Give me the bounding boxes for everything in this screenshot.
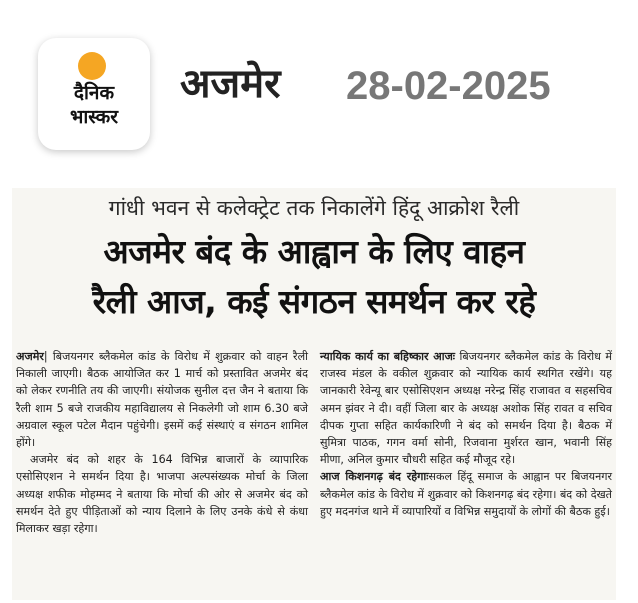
header bbox=[0, 0, 638, 180]
paragraph-text: बिजयनगर ब्लैकमेल कांड के विरोध में राजस्व मंडल के वकील शुक्रवार को न्यायिक कार्य स्थगित रखेंगे। यह जानकारी रेवेन्यू बार एसोसिएशन अध्यक्ष नरेन्द्र सिंह राजावत व सहसचिव अमन झंवर ने दी। वहीं जिला बार के अध्यक्ष अशोक सिंह रावत व सचिव दीपक गुप्ता सहित कार्यकारिणी ने बंद को समर्थन दिया है। बैठक में सुमित्रा पाठक, गगन वर्मा सोनी, रिजवाना मुर्शरत खान, भवानी सिंह मीणा, अनिल कुमार चौधरी सहित कई मौजूद रहे। bbox=[320, 350, 612, 467]
sun-icon bbox=[78, 52, 106, 80]
paragraph-text: सकल हिंदू समाज के आह्वान पर बिजयनगर ब्लैकमेल कांड के विरोध में शुक्रवार को किशनगढ़ बंद रहेगा। बंद को देखते हुए मदनगंज थाने में व्यापारियों व विभिन्न समुदायों के लोगों की बैठक हुई। bbox=[320, 470, 613, 518]
paragraph bbox=[320, 468, 612, 520]
headline-line-1: अजमेर बंद के आह्वान के लिए वाहन bbox=[103, 232, 525, 271]
news-clipping bbox=[12, 188, 616, 600]
paragraph-text: | बिजयनगर ब्लैकमेल कांड के विरोध में शुक्रवार को वाहन रैली निकाली जाएगी। बैठक आयोजित कर 1 मार्च को प्रस्तावित अजमेर बंद को लेकर रणनीति तय की जाएगी। संयोजक सुनील दत्त जैन ने बताया कि रैली शाम 5 बजे राजकीय महाविद्यालय से निकलेगी जो शाम 6.30 बजे अग्रवाल स्कूल पटेल मैदान पहुंचेगी। इसमें कई संस्थाएं व संगठन शामिल होंगे। bbox=[16, 350, 308, 450]
paragraph: अजमेर बंद को शहर के 164 विभिन्न बाजारों के व्यापारिक एसोसिएशन ने समर्थन दिया है। भाजपा अल्पसंख्यक मोर्चा के जिला अध्यक्ष शफीक मोहम्मद ने बताया कि मोर्चा की ओर से अजमेर बंद को समर्थन देते हुए पीड़िताओं को न्याय दिलाने के लिए उनके कंधे से कंधा मिलाकर खड़ा रहेगा। bbox=[16, 453, 308, 536]
dateline: अजमेर bbox=[16, 350, 44, 363]
logo-text-dainik: दैनिक bbox=[73, 82, 115, 104]
edition-date: 28-02-2025 bbox=[346, 64, 551, 108]
subhead-lead: न्यायिक कार्य का बहिष्कार आजः bbox=[320, 350, 456, 363]
logo-text-bhaskar: भास्कर bbox=[69, 106, 119, 128]
article-column-right bbox=[320, 348, 612, 520]
city-name: अजमेर bbox=[180, 61, 281, 107]
kicker-headline: गांधी भवन से कलेक्ट्रेट तक निकालेंगे हिंदू आक्रोश रैली bbox=[108, 196, 520, 220]
dainik-bhaskar-logo bbox=[38, 38, 150, 150]
article-column-left bbox=[16, 348, 308, 537]
paragraph bbox=[320, 348, 612, 468]
subhead-lead: आज किशनगढ़ बंद रहेगाः bbox=[320, 470, 429, 484]
paragraph bbox=[16, 348, 308, 451]
headline-line-2: रैली आज, कई संगठन समर्थन कर रहे bbox=[92, 282, 536, 321]
